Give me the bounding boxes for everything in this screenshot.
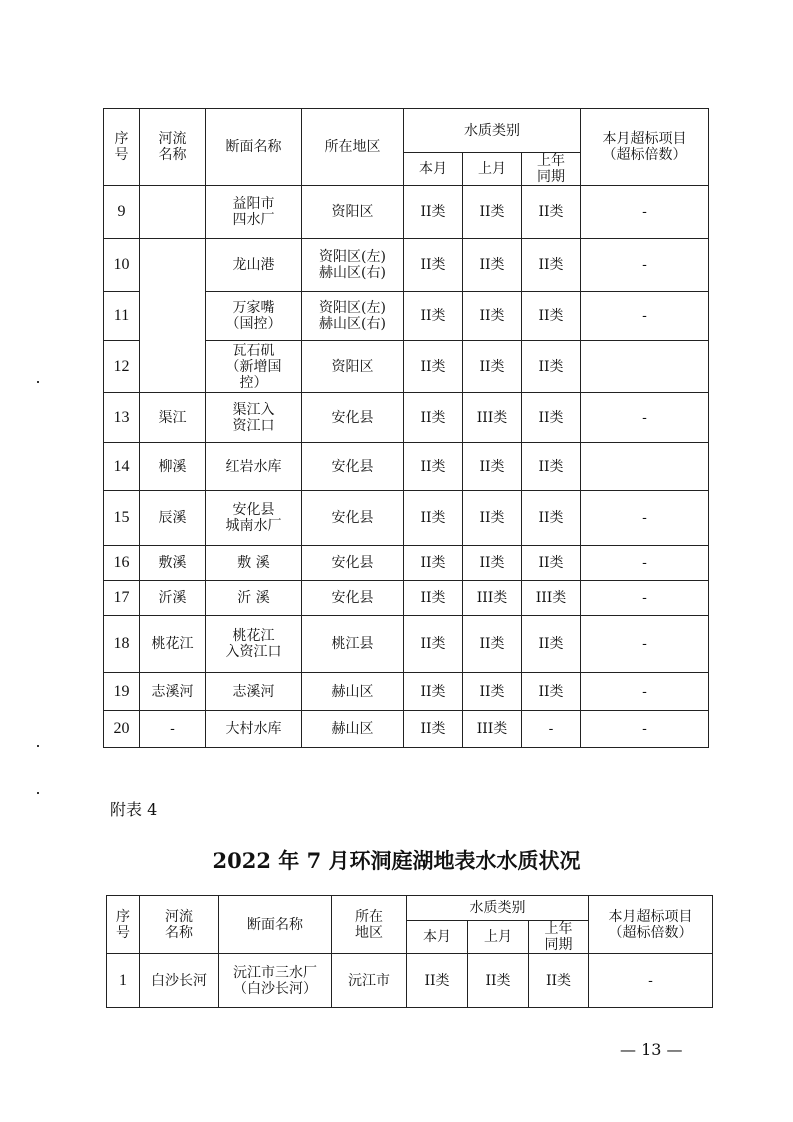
header-last-month: 上月 xyxy=(468,921,529,954)
this-month-cell: II类 xyxy=(404,673,463,711)
exceed-cell: - xyxy=(581,546,709,581)
river-cell: - xyxy=(140,711,206,748)
last-month-cell: II类 xyxy=(463,546,522,581)
section-cell: 安化县 城南水厂 xyxy=(206,491,302,546)
this-month-cell: II类 xyxy=(404,491,463,546)
seq-cell: 1 xyxy=(107,954,140,1008)
exceed-cell: - xyxy=(581,491,709,546)
header-this-month: 本月 xyxy=(404,153,463,186)
exceed-cell xyxy=(581,341,709,393)
this-month-cell: II类 xyxy=(404,239,463,292)
river-cell: 沂溪 xyxy=(140,581,206,616)
exceed-cell: - xyxy=(581,711,709,748)
header-river: 河流 名称 xyxy=(140,896,219,954)
last-year-cell: II类 xyxy=(522,292,581,341)
table-title: 2022 年 7 月环洞庭湖地表水水质状况 xyxy=(212,848,581,873)
last-year-cell: II类 xyxy=(522,616,581,673)
header-last-year: 上年 同期 xyxy=(522,153,581,186)
river-cell xyxy=(140,186,206,239)
last-month-cell: II类 xyxy=(463,292,522,341)
water-quality-table-continued xyxy=(103,108,709,748)
seq-cell: 16 xyxy=(104,546,140,581)
last-year-cell: II类 xyxy=(522,341,581,393)
this-month-cell: II类 xyxy=(404,186,463,239)
last-month-cell: II类 xyxy=(463,491,522,546)
section-cell: 龙山港 xyxy=(206,239,302,292)
section-cell: 渠江入 资江口 xyxy=(206,393,302,443)
river-cell: 桃花江 xyxy=(140,616,206,673)
last-year-cell: II类 xyxy=(522,546,581,581)
region-cell: 安化县 xyxy=(302,491,404,546)
table-row xyxy=(104,186,709,239)
section-cell: 大村水库 xyxy=(206,711,302,748)
table-row xyxy=(104,393,709,443)
region-cell: 赫山区 xyxy=(302,711,404,748)
region-cell: 安化县 xyxy=(302,581,404,616)
table-row xyxy=(104,616,709,673)
section-cell: 沂 溪 xyxy=(206,581,302,616)
this-month-cell: II类 xyxy=(404,393,463,443)
exceed-cell: - xyxy=(581,292,709,341)
section-cell: 瓦石矶 （新增国 控） xyxy=(206,341,302,393)
header-exceed: 本月超标项目 （超标倍数） xyxy=(581,109,709,186)
this-month-cell: II类 xyxy=(404,711,463,748)
scan-dot xyxy=(37,381,39,383)
seq-cell: 14 xyxy=(104,443,140,491)
dongting-water-quality-table xyxy=(106,895,713,1008)
table-row xyxy=(104,673,709,711)
appendix-label: 附表 4 xyxy=(110,800,158,819)
exceed-cell: - xyxy=(581,616,709,673)
section-cell: 志溪河 xyxy=(206,673,302,711)
this-month-cell: II类 xyxy=(404,546,463,581)
seq-cell: 10 xyxy=(104,239,140,292)
region-cell: 安化县 xyxy=(302,393,404,443)
table-row xyxy=(104,711,709,748)
river-cell: 白沙长河 xyxy=(140,954,219,1008)
exceed-cell: - xyxy=(581,239,709,292)
last-month-cell: II类 xyxy=(463,443,522,491)
region-cell: 沅江市 xyxy=(332,954,407,1008)
river-cell: 柳溪 xyxy=(140,443,206,491)
this-month-cell: II类 xyxy=(404,616,463,673)
exceed-cell xyxy=(581,443,709,491)
last-year-cell: III类 xyxy=(522,581,581,616)
last-year-cell: II类 xyxy=(522,673,581,711)
region-cell: 安化县 xyxy=(302,546,404,581)
header-section: 断面名称 xyxy=(219,896,332,954)
last-month-cell: II类 xyxy=(468,954,529,1008)
header-last-month: 上月 xyxy=(463,153,522,186)
region-cell: 资阳区 xyxy=(302,186,404,239)
last-month-cell: III类 xyxy=(463,581,522,616)
last-month-cell: II类 xyxy=(463,239,522,292)
seq-cell: 18 xyxy=(104,616,140,673)
this-month-cell: II类 xyxy=(404,292,463,341)
section-cell: 沅江市三水厂 （白沙长河） xyxy=(219,954,332,1008)
section-cell: 益阳市 四水厂 xyxy=(206,186,302,239)
seq-cell: 9 xyxy=(104,186,140,239)
seq-cell: 11 xyxy=(104,292,140,341)
table-row xyxy=(104,546,709,581)
last-year-cell: II类 xyxy=(529,954,589,1008)
exceed-cell: - xyxy=(589,954,713,1008)
header-section: 断面名称 xyxy=(206,109,302,186)
seq-cell: 19 xyxy=(104,673,140,711)
seq-cell: 12 xyxy=(104,341,140,393)
table-row xyxy=(104,239,709,292)
river-cell: 辰溪 xyxy=(140,491,206,546)
header-last-year: 上年 同期 xyxy=(529,921,589,954)
river-cell: 敷溪 xyxy=(140,546,206,581)
header-river: 河流 名称 xyxy=(140,109,206,186)
table-row xyxy=(104,443,709,491)
seq-cell: 13 xyxy=(104,393,140,443)
header-this-month: 本月 xyxy=(407,921,468,954)
this-month-cell: II类 xyxy=(404,341,463,393)
header-seq: 序 号 xyxy=(104,109,140,186)
header-exceed: 本月超标项目 （超标倍数） xyxy=(589,896,713,954)
last-month-cell: II类 xyxy=(463,616,522,673)
region-cell: 资阳区(左) 赫山区(右) xyxy=(302,292,404,341)
river-cell xyxy=(140,239,206,393)
last-year-cell: II类 xyxy=(522,239,581,292)
last-year-cell: II类 xyxy=(522,443,581,491)
this-month-cell: II类 xyxy=(404,581,463,616)
river-cell: 志溪河 xyxy=(140,673,206,711)
last-year-cell: II类 xyxy=(522,186,581,239)
scan-dot xyxy=(37,792,39,794)
seq-cell: 20 xyxy=(104,711,140,748)
last-month-cell: II类 xyxy=(463,341,522,393)
exceed-cell: - xyxy=(581,186,709,239)
header-region: 所在地区 xyxy=(302,109,404,186)
section-cell: 万家嘴 （国控） xyxy=(206,292,302,341)
last-month-cell: III类 xyxy=(463,393,522,443)
section-cell: 桃花江 入资江口 xyxy=(206,616,302,673)
exceed-cell: - xyxy=(581,393,709,443)
header-quality: 水质类别 xyxy=(407,896,589,921)
last-year-cell: II类 xyxy=(522,393,581,443)
river-cell: 渠江 xyxy=(140,393,206,443)
exceed-cell: - xyxy=(581,581,709,616)
region-cell: 资阳区(左) 赫山区(右) xyxy=(302,239,404,292)
last-year-cell: - xyxy=(522,711,581,748)
table-row xyxy=(104,581,709,616)
page-number: — 13 — xyxy=(620,1040,683,1059)
region-cell: 赫山区 xyxy=(302,673,404,711)
region-cell: 桃江县 xyxy=(302,616,404,673)
last-month-cell: III类 xyxy=(463,711,522,748)
this-month-cell: II类 xyxy=(404,443,463,491)
header-seq: 序 号 xyxy=(107,896,140,954)
last-month-cell: II类 xyxy=(463,673,522,711)
section-cell: 敷 溪 xyxy=(206,546,302,581)
this-month-cell: II类 xyxy=(407,954,468,1008)
last-year-cell: II类 xyxy=(522,491,581,546)
table-row xyxy=(104,491,709,546)
header-region: 所在 地区 xyxy=(332,896,407,954)
header-quality: 水质类别 xyxy=(404,109,581,153)
scan-dot xyxy=(37,745,39,747)
exceed-cell: - xyxy=(581,673,709,711)
region-cell: 资阳区 xyxy=(302,341,404,393)
seq-cell: 17 xyxy=(104,581,140,616)
section-cell: 红岩水库 xyxy=(206,443,302,491)
last-month-cell: II类 xyxy=(463,186,522,239)
region-cell: 安化县 xyxy=(302,443,404,491)
table-row xyxy=(107,954,713,1008)
seq-cell: 15 xyxy=(104,491,140,546)
